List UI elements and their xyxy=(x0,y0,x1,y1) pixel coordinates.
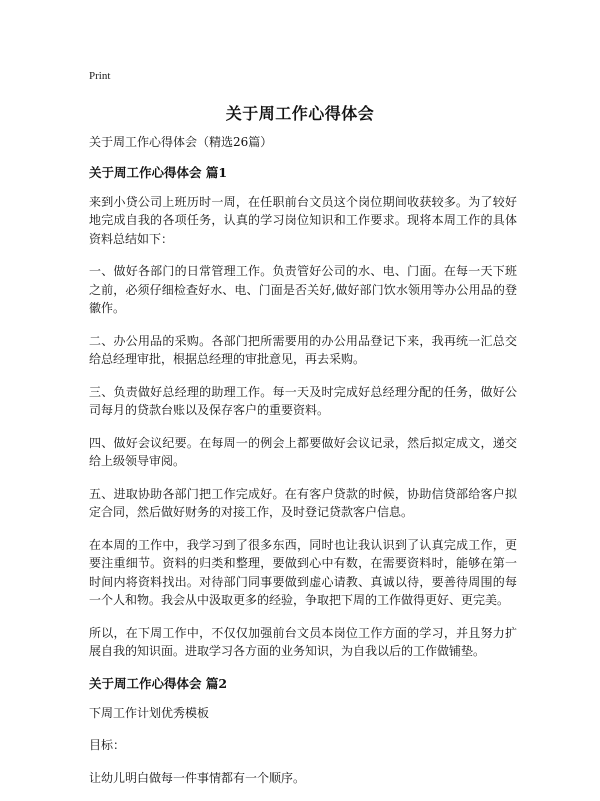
paragraph: 所以，在下周工作中，不仅仅加强前台文员本岗位工作方面的学习，并且努力扩展自我的知识面。进取学习各方面的业务知识，为自我以后的工作做铺垫。 xyxy=(89,625,517,658)
paragraph: 二、办公用品的采购。各部门把所需要用的办公用品登记下来，我再统一汇总交给总经理审批，根据总经理的审批意见，再去采购。 xyxy=(89,333,517,366)
paragraph: 让幼儿明白做每一件事情都有一个顺序。 xyxy=(89,770,306,785)
paragraph: 目标： xyxy=(89,738,126,752)
paragraph: 三、负责做好总经理的助理工作。每一天及时完成好总经理分配的任务，做好公司每月的贷款台账以及保存客户的重要资料。 xyxy=(89,384,517,417)
document-title: 关于周工作心得体会 xyxy=(225,104,375,123)
section-heading: 关于周工作心得体会 篇1 xyxy=(89,164,228,180)
paragraph: 四、做好会议纪要。在每周一的例会上都要做好会议记录，然后拟定成文，递交给上级领导审阅。 xyxy=(89,435,517,468)
print-label: Print xyxy=(89,70,111,82)
paragraph: 下周工作计划优秀模板 xyxy=(89,705,210,720)
paragraph: 来到小贷公司上班历时一周，在任职前台文员这个岗位期间收获较多。为了较好地完成自我的各项任务，认真的学习岗位知识和工作要求。现将本周工作的具体资料总结如下： xyxy=(89,194,517,246)
paragraph: 在本周的工作中，我学习到了很多东西，同时也让我认识到了认真完成工作，更要注重细节。资料的归类和整理，要做到心中有数，在需要资料时，能够在第一时间内将资料找出。对待部门同事要做到虚心请教、真诚以待，要善待周围的每一个人和物。我会从中汲取更多的经验，争取把下周的工作做得更好、更完美。 xyxy=(89,537,517,607)
paragraph: 一、做好各部门的日常管理工作。负责管好公司的水、电、门面。在每一天下班之前，必须仔细检查好水、电、门面是否关好,做好部门饮水领用等办公用品的登徽作。 xyxy=(89,264,517,315)
section-heading: 关于周工作心得体会 篇2 xyxy=(89,675,228,691)
document-body xyxy=(89,133,517,801)
document-subtitle: 关于周工作心得体会（精选26篇） xyxy=(89,135,273,149)
paragraph: 五、进取协助各部门把工作完成好。在有客户贷款的时候，协助信贷部给客户拟定合同，然后做好财务的对接工作，及时登记贷款客户信息。 xyxy=(89,486,517,519)
